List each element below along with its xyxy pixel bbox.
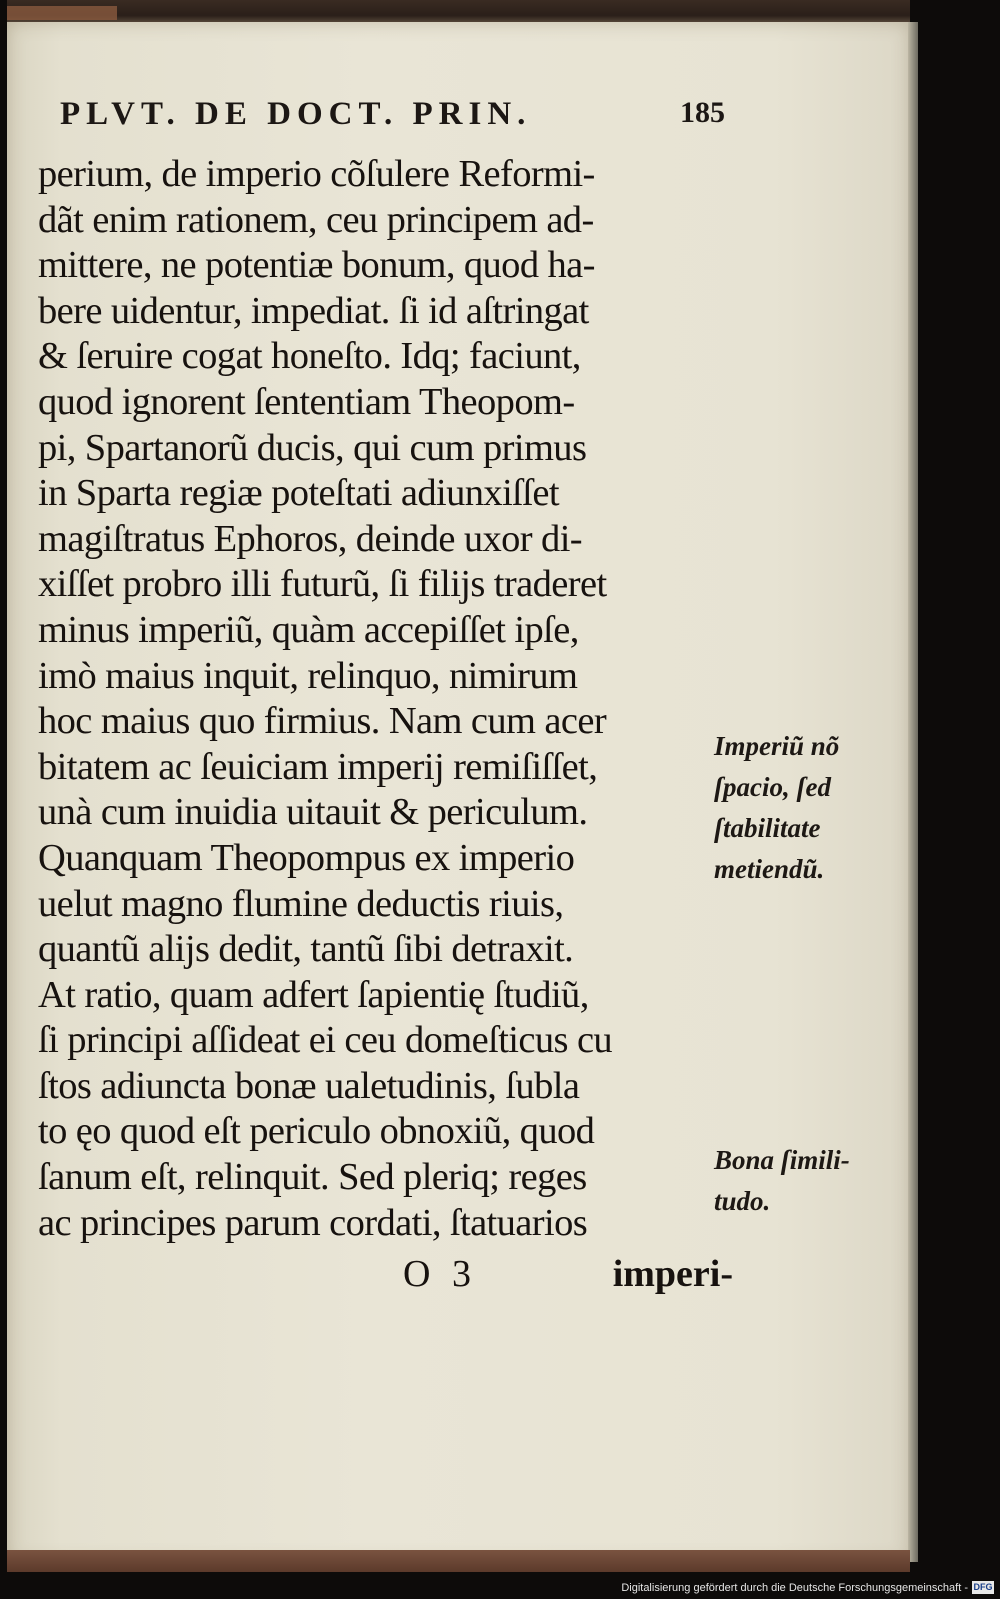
- text-line: unà cum inuidia uitauit & periculum.: [38, 791, 588, 834]
- running-title: PLVT. DE DOCT. PRIN.: [60, 96, 532, 132]
- text-line: minus imperiũ, quàm accepiſſet ipſe,: [38, 608, 579, 651]
- text-line: bere uidentur, impediat. ſi id aſtringat: [38, 289, 589, 332]
- text-line: xiſſet probro illi futurũ, ſi filijs traderet: [38, 563, 607, 606]
- text-line: ſanum eſt, relinquit. Sed pleriq; reges: [38, 1156, 587, 1199]
- text-line: mittere, ne potentiæ bonum, quod ha-: [38, 244, 595, 287]
- marginal-note-imperium: [714, 726, 884, 890]
- text-line: pi, Spartanorũ ducis, qui cum primus: [38, 426, 587, 469]
- text-line: Quanquam Theopompus ex imperio: [38, 836, 575, 879]
- text-line: & ſeruire cogat honeſto. Idq; faciunt,: [38, 335, 581, 378]
- text-line: uelut magno flumine deductis riuis,: [38, 882, 564, 925]
- marginal-note-line: Imperiũ nõ: [714, 731, 840, 761]
- catchword: imperi-: [612, 1253, 733, 1295]
- text-line: imò maius inquit, relinquo, nimirum: [38, 654, 578, 697]
- marginal-note-line: ſpacio, ſed: [714, 772, 831, 802]
- marginal-note-line: ſtabilitate: [714, 813, 821, 843]
- marginal-note-line: Bona ſimili-: [714, 1145, 850, 1175]
- text-line: dãt enim rationem, ceu principem ad-: [38, 198, 594, 241]
- marginal-note-similitudo: [714, 1140, 884, 1222]
- text-line: in Sparta regiæ poteſtati adiunxiſſet: [38, 472, 559, 515]
- page-foot-line: [403, 1252, 733, 1298]
- page-fore-edge: [908, 22, 918, 1562]
- text-line: to ęo quod eſt periculo obnoxiũ, quod: [38, 1110, 595, 1153]
- page-number: 185: [680, 96, 725, 129]
- text-line: quod ignorent ſententiam Theopom-: [38, 380, 575, 423]
- text-line: ac principes parum cordati, ſtatuarios: [38, 1201, 588, 1244]
- book-bottom-edge: [7, 1550, 910, 1572]
- text-line: magiſtratus Ephoros, deinde uxor di-: [38, 517, 583, 560]
- text-line: At ratio, quam adfert ſapientię ſtudiũ,: [38, 973, 589, 1016]
- text-line: hoc maius quo firmius. Nam cum acer: [38, 700, 607, 743]
- text-line: bitatem ac ſeuiciam imperij remiſiſſet,: [38, 745, 598, 788]
- dfg-logo: DFG: [973, 1582, 993, 1592]
- text-line: quantũ alijs dedit, tantũ ſibi detraxit.: [38, 928, 574, 971]
- marginal-note-line: tudo.: [714, 1186, 771, 1216]
- text-line: ſi principi aſſideat ei ceu domeſticus cu: [38, 1019, 613, 1062]
- signature-mark: O 3: [403, 1253, 477, 1295]
- page-header: [60, 96, 725, 146]
- body-text: [38, 152, 728, 1246]
- text-line: perium, de imperio cõſulere Reformi-: [38, 153, 595, 195]
- digitization-credit: Digitalisierung gefördert durch die Deutsche Forschungsgemeinschaft -: [621, 1582, 968, 1594]
- text-line: ſtos adiuncta bonæ ualetudinis, ſubla: [38, 1064, 580, 1107]
- marginal-note-line: metiendũ.: [714, 854, 825, 884]
